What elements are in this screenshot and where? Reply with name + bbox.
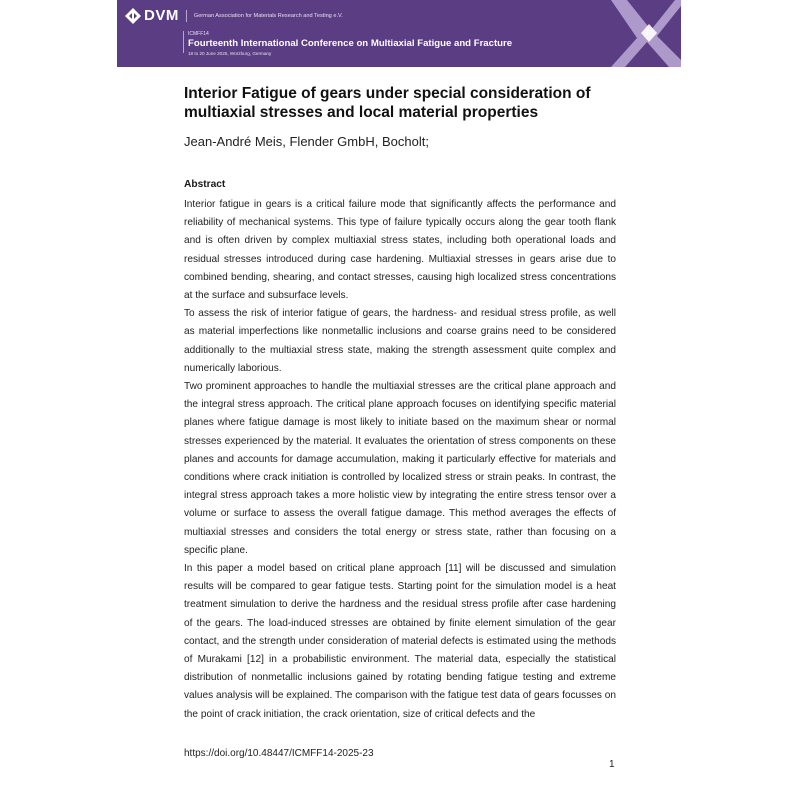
logo-row (125, 7, 343, 24)
abstract-heading: Abstract (184, 179, 226, 190)
conference-title: Fourteenth International Conference on Multiaxial Fatigue and Fracture (188, 38, 513, 49)
conference-date: 18 to 20 June 2025, Würzburg, Germany (188, 51, 272, 56)
abstract-paragraph: In this paper a model based on critical plane approach [11] will be discussed and simulation results will be compared to gear fatigue tests. Starting point for the simulation model is a heat treatment simulation to derive the hardness and the residual stress profile after case hardening of the gears. The load-induced stresses are obtained by finite element simulation of the gear contact, and the strength under consideration of material defects is estimated using the methods of Murakami [12] in a probabilistic environment. The material data, especially the statistical distribution of nonmetallic inclusions gained by rotating bending fatigue testing and extreme values analysis will be explained. The comparison with the fatigue test data of gears focusses on the point of crack initiation, the crack orientation, size of critical defects and the (184, 563, 616, 720)
abstract-paragraph: Two prominent approaches to handle the multiaxial stresses are the critical plane approach and the integral stress approach. The critical plane approach focuses on identifying specific material planes where fatigue damage is most likely to initiate based on the maximum shear or normal stresses experienced by the material. It evaluates the orientation of stress components on these planes and accounts for damage accumulation, making it particularly effective for materials and conditions where crack initiation is controlled by localized stress or strain peaks. In contrast, the integral stress approach takes a more holistic view by integrating the entire stress tensor over a volume or surface to assess the overall fatigue damage. This method averages the effects of multiaxial stresses and considers the total energy or stress state, rather than focusing on a specific plane. (184, 381, 616, 556)
page-number: 1 (609, 759, 615, 770)
conference-code: ICMFF14 (188, 31, 209, 37)
abstract-paragraph: Interior fatigue in gears is a critical failure mode that significantly affects the performance and reliability of mechanical systems. This type of failure typically occurs along the gear tooth flank and is often driven by complex multiaxial stress states, including both operational loads and residual stresses introduced during case hardening. Multiaxial stresses in gears arise due to combined bending, shearing, and contact stresses, causing high localized stress concentrations at the surface and subsurface levels. (184, 199, 616, 302)
paper-authors: Jean-André Meis, Flender GmbH, Bocholt; (184, 134, 429, 149)
paper-title: Interior Fatigue of gears under special consideration of multiaxial stresses and local material properties (184, 85, 591, 121)
organization-name: German Association for Materials Research and Testing e.V. (193, 12, 343, 19)
conference-banner (117, 0, 681, 67)
logo-divider (186, 10, 187, 22)
conference-accent-line (183, 31, 184, 53)
abstract-body (184, 196, 616, 724)
decorative-x-mark-icon (611, 0, 681, 67)
conference-info (188, 31, 512, 56)
doi-link[interactable]: https://doi.org/10.48447/ICMFF14-2025-23 (184, 748, 374, 759)
abstract-paragraph: To assess the risk of interior fatigue of gears, the hardness- and residual stress profile, as well as material imperfections like nonmetallic inclusions and coarse grains need to be considered additionally to the multiaxial stress state, making the strength assessment quite complex and numerically laborious. (184, 308, 616, 374)
dvm-logo-text: DVM (144, 7, 179, 24)
dvm-diamond-logo-icon (125, 8, 141, 24)
